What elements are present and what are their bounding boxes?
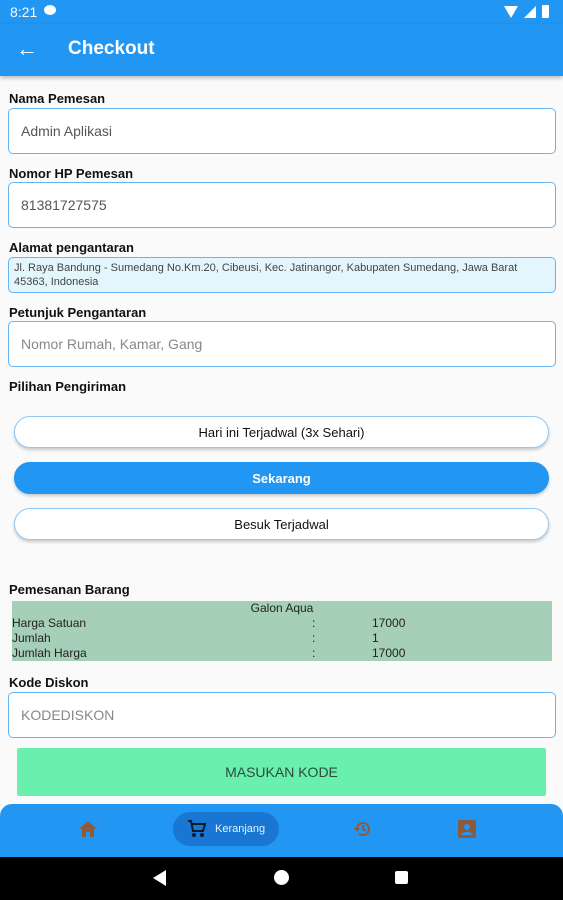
system-back-icon[interactable] <box>153 870 166 886</box>
address-field[interactable]: Jl. Raya Bandung - Sumedang No.Km.20, Cibeusi, Kec. Jatinangor, Kabupaten Sumedang, Jawa Barat 45363, Indonesia <box>8 257 556 293</box>
wifi-icon <box>504 6 518 18</box>
order-row-key: Jumlah <box>12 631 51 645</box>
system-home-icon[interactable] <box>274 870 289 885</box>
order-row <box>12 616 552 631</box>
order-row-value: 17000 <box>372 646 406 660</box>
phone-label: Nomor HP Pemesan <box>9 166 134 181</box>
nav-account[interactable] <box>455 812 479 846</box>
delivery-option-label: Pilihan Pengiriman <box>9 379 127 394</box>
system-recents-icon[interactable] <box>395 871 408 884</box>
name-input[interactable] <box>9 109 555 153</box>
order-row-value: 1 <box>372 631 379 645</box>
nav-cart[interactable] <box>173 812 279 846</box>
phone-field-container <box>8 182 556 228</box>
nav-cart-label: Keranjang <box>215 823 266 835</box>
discount-field-container <box>8 692 556 738</box>
order-row-value: 17000 <box>372 616 406 630</box>
battery-icon <box>542 5 549 18</box>
name-field-container <box>8 108 556 154</box>
phone-input[interactable] <box>9 183 555 227</box>
product-name: Galon Aqua <box>250 601 314 615</box>
delivery-hint-input[interactable] <box>9 322 555 366</box>
bottom-navigation <box>0 804 563 857</box>
back-arrow-icon[interactable]: ← <box>16 36 38 61</box>
hint-field-container <box>8 321 556 367</box>
nav-history[interactable] <box>351 812 375 846</box>
discount-label: Kode Diskon <box>9 675 89 690</box>
cart-icon <box>187 819 207 839</box>
order-label: Pemesanan Barang <box>9 582 130 597</box>
order-row-key: Jumlah Harga <box>12 646 87 660</box>
home-icon <box>78 820 98 838</box>
order-row <box>12 646 552 661</box>
order-row-key: Harga Satuan <box>12 616 87 630</box>
status-time: 8:21 <box>10 4 38 20</box>
nav-home[interactable] <box>76 812 100 846</box>
system-navigation-bar <box>0 857 563 900</box>
address-label: Alamat pengantaran <box>9 240 134 255</box>
signal-icon <box>524 6 536 18</box>
name-label: Nama Pemesan <box>9 91 106 106</box>
message-notification-icon <box>44 5 56 15</box>
status-bar <box>0 0 563 24</box>
delivery-option-today-button[interactable]: Hari ini Terjadwal (3x Sehari) <box>14 416 549 448</box>
order-summary <box>12 601 552 661</box>
order-row-sep: : <box>312 646 316 660</box>
app-bar <box>0 24 563 76</box>
order-row-sep: : <box>312 631 316 645</box>
hint-label: Petunjuk Pengantaran <box>9 305 147 320</box>
order-row-sep: : <box>312 616 316 630</box>
account-icon <box>457 819 477 839</box>
history-icon <box>353 819 373 839</box>
order-row <box>12 631 552 646</box>
page-title: Checkout <box>68 38 155 59</box>
discount-code-input[interactable] <box>9 693 555 737</box>
apply-code-button[interactable]: MASUKAN KODE <box>17 748 546 796</box>
delivery-option-tomorrow-button[interactable]: Besuk Terjadwal <box>14 508 549 540</box>
delivery-option-now-button[interactable]: Sekarang <box>14 462 549 494</box>
